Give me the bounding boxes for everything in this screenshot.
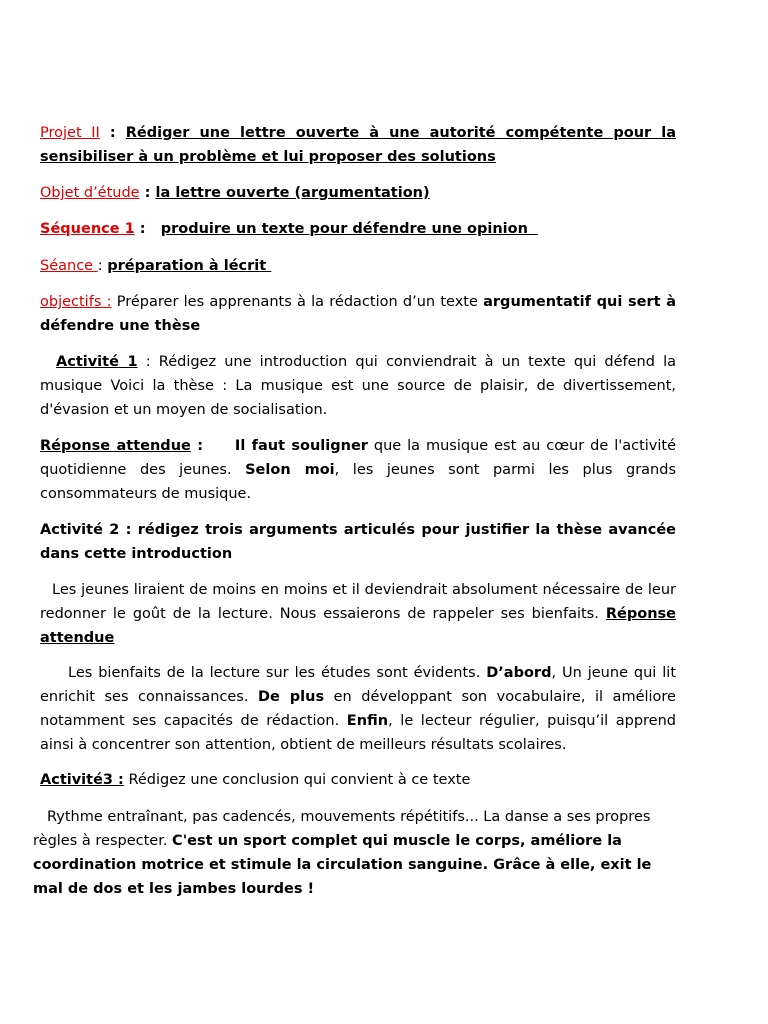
danse-text: Rythme entraînant, pas cadencés, mouvements répétitifs... La danse a ses propres règles à respecter. [33, 809, 651, 849]
activite1-text: : Rédigez une introduction qui conviendrait à un texte qui défend la musique Voici la thèse : La musique est une source de plaisir, de divertissement, d'évasion et un moyen de socialisation. [40, 354, 677, 418]
lecture-paragraph [40, 578, 676, 650]
sequence-text: produire un texte pour défendre une opinion [160, 221, 538, 237]
reponse1-text1: que la musique est au cœur de l'activité quotidienne des jeunes. [40, 438, 676, 478]
activite2-text: Activité 2 : rédigez trois arguments articulés pour justifier la thèse avancée dans cette introduction [40, 522, 676, 562]
activite3-text: Rédigez une conclusion qui convient à ce texte [123, 772, 471, 788]
seance-label: Séance [40, 258, 98, 274]
projet-text: Rédiger une lettre ouverte à une autorité compétente pour la sensibiliser à un problème et lui proposer des solutions [40, 125, 676, 165]
reponse1-text2: , les jeunes sont parmi les plus grands consommateurs de musique. [40, 462, 676, 502]
activite3-paragraph [40, 768, 676, 792]
bienfaits-b3: Enfin [346, 713, 389, 729]
reponse1-sep: : [190, 438, 235, 454]
lecture-text: Les jeunes liraient de moins en moins et il deviendrait absolument nécessaire de leur redonner le goût de la lecture. Nous essaierons de rappeler ses bienfaits. [40, 582, 676, 622]
reponse1-bold1: Il faut souligner [234, 438, 368, 454]
objectifs-text: Préparer les apprenants à la rédaction d’un texte [111, 294, 484, 310]
reponse1-paragraph [40, 434, 676, 506]
projet-sep: : [99, 125, 126, 141]
bienfaits-b1: D’abord [486, 665, 552, 681]
reponse1-bold2: Selon moi [245, 462, 335, 478]
objectifs-paragraph [40, 290, 676, 338]
sequence-paragraph [40, 217, 676, 241]
projet-paragraph [40, 121, 676, 169]
bienfaits-t1: Les bienfaits de la lecture sur les études sont évidents. [68, 665, 487, 681]
bienfaits-paragraph [40, 661, 676, 757]
danse-bold: C'est un sport complet qui muscle le corps, améliore la coordination motrice et stimule la circulation sanguine. Grâce à elle, exit le mal de dos et les jambes lourdes ! [33, 833, 652, 897]
reponse1-label: Réponse attendue [40, 438, 191, 454]
seance-sep: : [97, 258, 108, 274]
objet-sep: : [139, 185, 156, 201]
objet-label: Objet d’étude [40, 185, 140, 201]
activite3-label: Activité3 : [40, 772, 124, 788]
reponse-attendue-heading: Réponse attendue [40, 606, 676, 646]
bienfaits-b2: De plus [257, 689, 325, 705]
projet-label: Projet II [40, 125, 100, 141]
bienfaits-t3: en développant son vocabulaire, il améliore notamment ses capacités de rédaction. [40, 689, 676, 729]
activite1-paragraph [40, 350, 676, 422]
activite1-label: Activité 1 [56, 354, 138, 370]
activite2-paragraph [40, 518, 676, 566]
seance-paragraph [40, 254, 676, 278]
seance-text: préparation à lécrit [107, 258, 272, 274]
sequence-sep: : [134, 221, 161, 237]
objet-text: la lettre ouverte (argumentation) [155, 185, 430, 201]
danse-paragraph [33, 805, 673, 901]
bienfaits-t2: , Un jeune qui lit enrichit ses connaissances. [40, 665, 677, 705]
objectifs-label: objectifs : [40, 294, 112, 310]
objet-paragraph [40, 181, 676, 205]
bienfaits-t4: , le lecteur régulier, puisqu’il apprend ainsi à concentrer son attention, obtient de meilleurs résultats scolaires. [40, 713, 676, 753]
sequence-label: Séquence 1 [40, 221, 135, 237]
objectifs-bold: argumentatif qui sert à défendre une thèse [40, 294, 676, 334]
